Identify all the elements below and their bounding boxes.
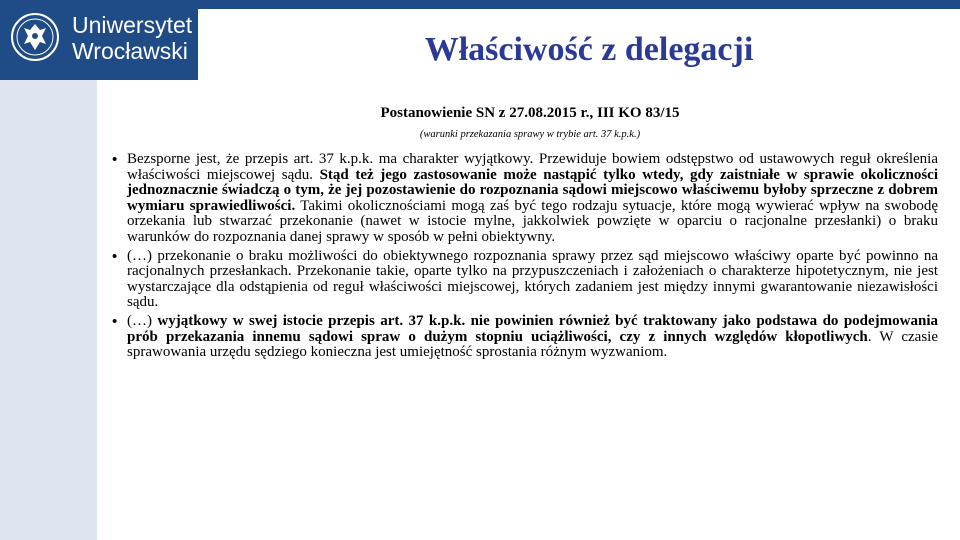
bullet-item (112, 249, 938, 311)
bullet-1-text-2: Takimi okolicznościami mogą zaś być tego rodzaju sytuacje, które mogą wywierać wpływ na swobodę orzekania lub stwarzać przekonanie (nawet w istocie mylne, jakkolwiek powzięte w oparciu o racjonalne przesłanki) o braku warunków do rozpoznania danej sprawy w sposób w pełni obiektywny. (127, 197, 938, 245)
university-seal-icon (10, 12, 60, 62)
slide-subtitle: Postanowienie SN z 27.08.2015 r., III KO 83/15 (380, 105, 680, 121)
slide-title: Właściwość z delegacji (424, 31, 754, 68)
bullet-list (112, 152, 938, 364)
logo-text (72, 12, 192, 64)
logo-line-1: Uniwersytet (72, 12, 193, 38)
bullet-dot-icon: • (112, 312, 118, 330)
bullet-dot-icon: • (112, 151, 118, 168)
bullet-1-bold-1: Stąd też jego zastosowanie może nastąpić tylko wtedy, gdy zaistniałe w sprawie okoliczności jednoznacznie świadczą o tym, że jej pozostawienie do rozpoznania sądowi miejscowo właściwemu byłoby sprzeczne z dobrem wymiaru sprawiedliwości. (127, 166, 938, 214)
bullet-3-text-2: . W czasie sprawowania urzędu sędziego konieczna jest umiejętność sprostania różnym wyzwaniom. (127, 328, 938, 361)
left-sidebar-band (0, 80, 97, 540)
bullet-3-bold-1: wyjątkowy w swej istocie przepis art. 37 k.p.k. nie powinien również być traktowany jako podstawa do podejmowania prób przekazania innemu sądowi spraw o dużym stopniu uciążliwości, czy z innych względów kłopotliwych (127, 312, 939, 345)
slide-note: (warunki przekazania sprawy w trybie art. 37 k.p.k.) (419, 129, 641, 140)
bullet-item (112, 152, 938, 246)
bullet-2-text-1: (…) przekonanie o braku możliwości do obiektywnego rozpoznania sprawy przez sąd miejscowo właściwy oparte być powinno na racjonalnych przesłankach. Przekonanie takie, oparte tylko na przypuszczeniach i założeniach o charakterze hipotetycznym, nie jest wystarczające dla odstąpienia od reguł właściwości miejscowej, których zadaniem jest między innymi gwarantowanie niezawisłości sądu. (127, 247, 938, 311)
logo-line-2: Wrocławski (72, 38, 188, 64)
bullet-3-text-1: (…) (127, 312, 158, 329)
bullet-dot-icon: • (112, 247, 118, 265)
title-top-line (198, 0, 960, 9)
bullet-1-text-1: Bezsporne jest, że przepis art. 37 k.p.k. ma charakter wyjątkowy. Przewiduje bowiem odstępstwo od ustawowych reguł określenia właściwości miejscowej sądu. (127, 151, 938, 183)
bullet-item (112, 314, 938, 361)
university-logo (0, 0, 198, 80)
